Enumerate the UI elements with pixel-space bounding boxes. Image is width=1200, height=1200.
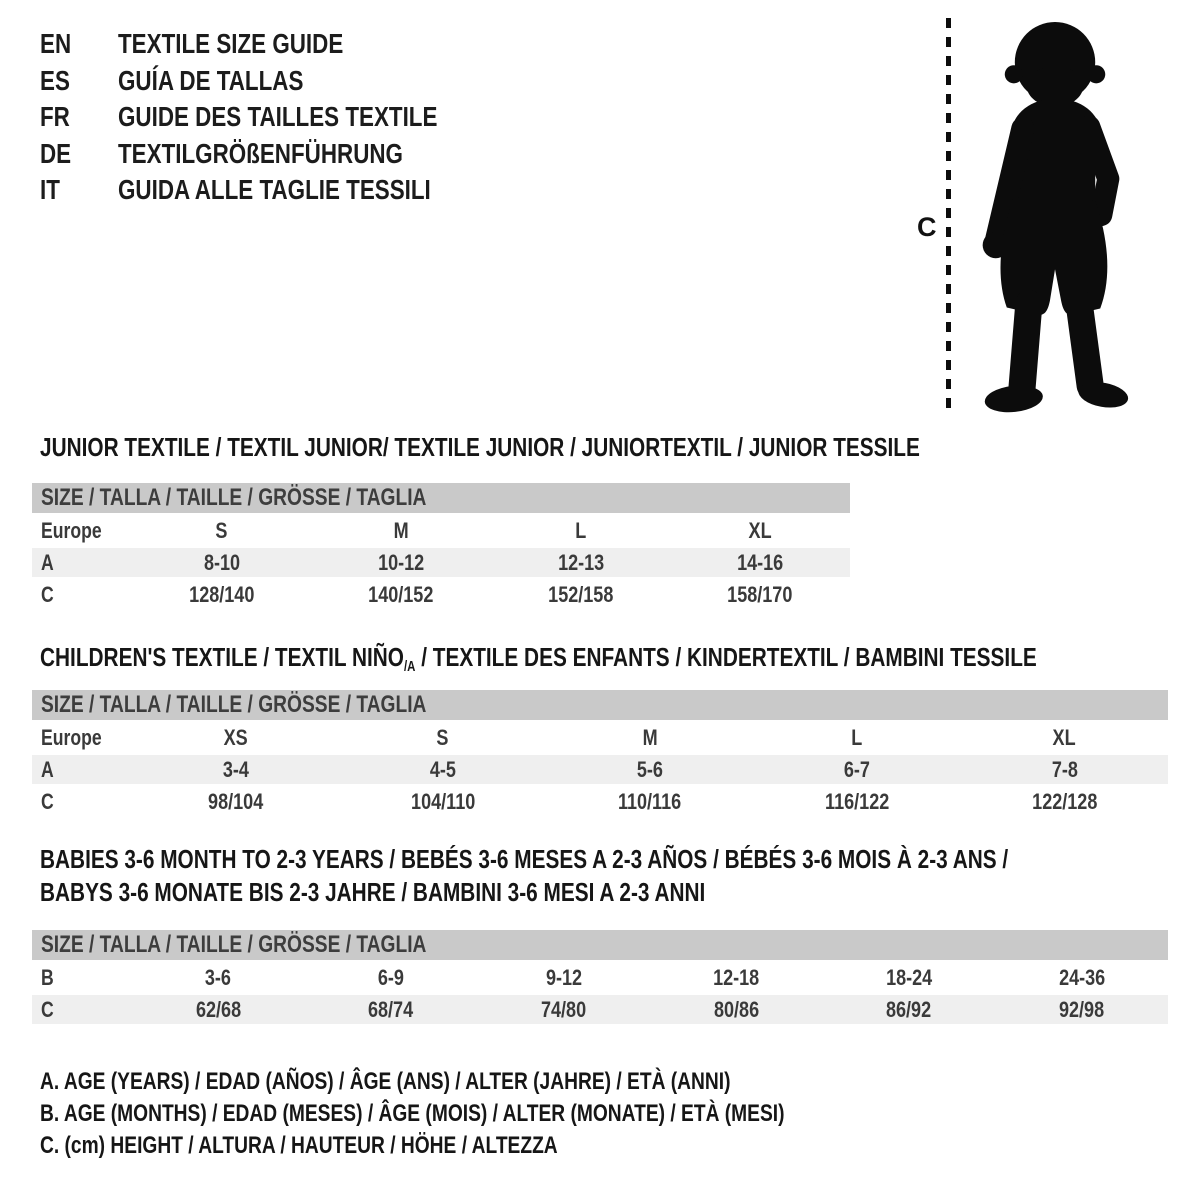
table-cell: 98/104: [208, 788, 264, 814]
lang-title: TEXTILE SIZE GUIDE: [118, 28, 344, 60]
table-cell: M: [642, 724, 658, 750]
table-row: [32, 755, 1168, 784]
figure-height-label: C: [917, 212, 937, 242]
row-label: C: [41, 581, 54, 607]
table-cell: 122/128: [1031, 788, 1098, 814]
table-row: [32, 548, 850, 577]
table-cell: 128/140: [189, 581, 255, 607]
table-cell: 74/80: [541, 996, 587, 1022]
table-cell: 140/152: [368, 581, 434, 607]
table-cell: 14-16: [737, 549, 784, 575]
row-label: Europe: [41, 517, 102, 543]
language-header: [40, 26, 517, 209]
subscript-a: /A: [403, 659, 416, 675]
section-title-babies: BABIES 3-6 MONTH TO 2-3 YEARS / BEBÉS 3-6 MESES A 2-3 AÑOS / BÉBÉS 3-6 MOIS À 2-3 ANS / BABYS 3-6 MONATE BIS 2-3 JAHRE / BAMBINI 3-6 MESI A 2-3 ANNI: [40, 844, 1009, 907]
table-cell: S: [215, 517, 228, 543]
table-row: [32, 580, 850, 609]
footnote-a: A. AGE (YEARS) / EDAD (AÑOS) / ÂGE (ANS) / ALTER (JAHRE) / ETÀ (ANNI): [40, 1068, 731, 1095]
table-cell: 6-7: [844, 756, 871, 782]
lang-row-it: [40, 172, 517, 209]
table-cell: XL: [748, 517, 772, 543]
table-cell: XL: [1052, 724, 1076, 750]
babies-size-table: [32, 930, 1168, 1027]
table-cell: 110/116: [618, 788, 682, 814]
table-cell: XS: [223, 724, 248, 750]
table-cell: 92/98: [1059, 996, 1105, 1022]
table-cell: 3-4: [222, 756, 249, 782]
table-cell: 6-9: [377, 964, 405, 990]
table-row: [32, 516, 850, 545]
lang-row-en: [40, 26, 517, 63]
table-row: [32, 723, 1168, 752]
lang-row-fr: [40, 99, 517, 136]
footnote-b: B. AGE (MONTHS) / EDAD (MESES) / ÂGE (MOIS) / ALTER (MONATE) / ETÀ (MESI): [40, 1100, 785, 1127]
row-label: A: [41, 549, 54, 575]
table-cell: 3-6: [205, 964, 232, 990]
table-cell: 4-5: [429, 756, 456, 782]
table-cell: 158/170: [727, 581, 793, 607]
lang-row-de: [40, 136, 517, 173]
table-cell: L: [575, 517, 587, 543]
table-cell: 80/86: [713, 996, 759, 1022]
table-cell: 12-18: [713, 964, 760, 990]
table-cell: 62/68: [195, 996, 241, 1022]
row-label: C: [41, 996, 54, 1022]
section-title-junior: JUNIOR TEXTILE / TEXTIL JUNIOR/ TEXTILE JUNIOR / JUNIORTEXTIL / JUNIOR TESSILE: [40, 432, 920, 462]
lang-code: EN: [40, 28, 72, 60]
table-cell: S: [436, 724, 449, 750]
lang-title: TEXTILGRÖßENFÜHRUNG: [118, 137, 403, 169]
table-cell: 68/74: [368, 996, 414, 1022]
table-cell: M: [393, 517, 409, 543]
table-cell: 9-12: [545, 964, 582, 990]
lang-row-es: [40, 63, 517, 100]
junior-size-table: [32, 483, 850, 612]
children-size-table: [32, 690, 1168, 819]
table-cell: 5-6: [636, 756, 664, 782]
table-cell: 24-36: [1058, 964, 1105, 990]
lang-code: ES: [40, 64, 70, 96]
table-cell: 12-13: [557, 549, 604, 575]
table-row: [32, 995, 1168, 1024]
table-row: [32, 963, 1168, 992]
table-row: [32, 787, 1168, 816]
section-title-children: CHILDREN'S TEXTILE / TEXTIL NIÑO/A / TEXTILE DES ENFANTS / KINDERTEXTIL / BAMBINI TESSILE: [40, 642, 1037, 675]
table-header-bar: SIZE / TALLA / TAILLE / GRÖSSE / TAGLIA: [32, 483, 850, 513]
lang-title: GUÍA DE TALLAS: [118, 64, 304, 96]
lang-title: GUIDA ALLE TAGLIE TESSILI: [118, 174, 431, 206]
table-cell: 86/92: [886, 996, 932, 1022]
table-cell: 116/122: [825, 788, 890, 814]
table-cell: 152/158: [548, 581, 614, 607]
table-cell: 7-8: [1051, 756, 1078, 782]
table-header-bar: SIZE / TALLA / TAILLE / GRÖSSE / TAGLIA: [32, 690, 1168, 720]
table-cell: 8-10: [203, 549, 240, 575]
lang-title: GUIDE DES TAILLES TEXTILE: [118, 101, 438, 133]
row-label: A: [41, 756, 54, 782]
footnote-c: C. (cm) HEIGHT / ALTURA / HAUTEUR / HÖHE / ALTEZZA: [40, 1132, 558, 1159]
table-header-bar: SIZE / TALLA / TAILLE / GRÖSSE / TAGLIA: [32, 930, 1168, 960]
height-measure-dashed-line: [946, 18, 951, 416]
table-cell: 18-24: [885, 964, 933, 990]
lang-code: IT: [40, 174, 60, 206]
lang-code: DE: [40, 137, 72, 169]
footnotes: [40, 1066, 971, 1162]
row-label: Europe: [41, 724, 102, 750]
lang-code: FR: [40, 101, 70, 133]
table-cell: 104/110: [410, 788, 475, 814]
toddler-silhouette-icon: [966, 16, 1138, 418]
table-cell: 10-12: [378, 549, 425, 575]
row-label: C: [41, 788, 54, 814]
row-label: B: [41, 964, 54, 990]
table-cell: L: [851, 724, 863, 750]
